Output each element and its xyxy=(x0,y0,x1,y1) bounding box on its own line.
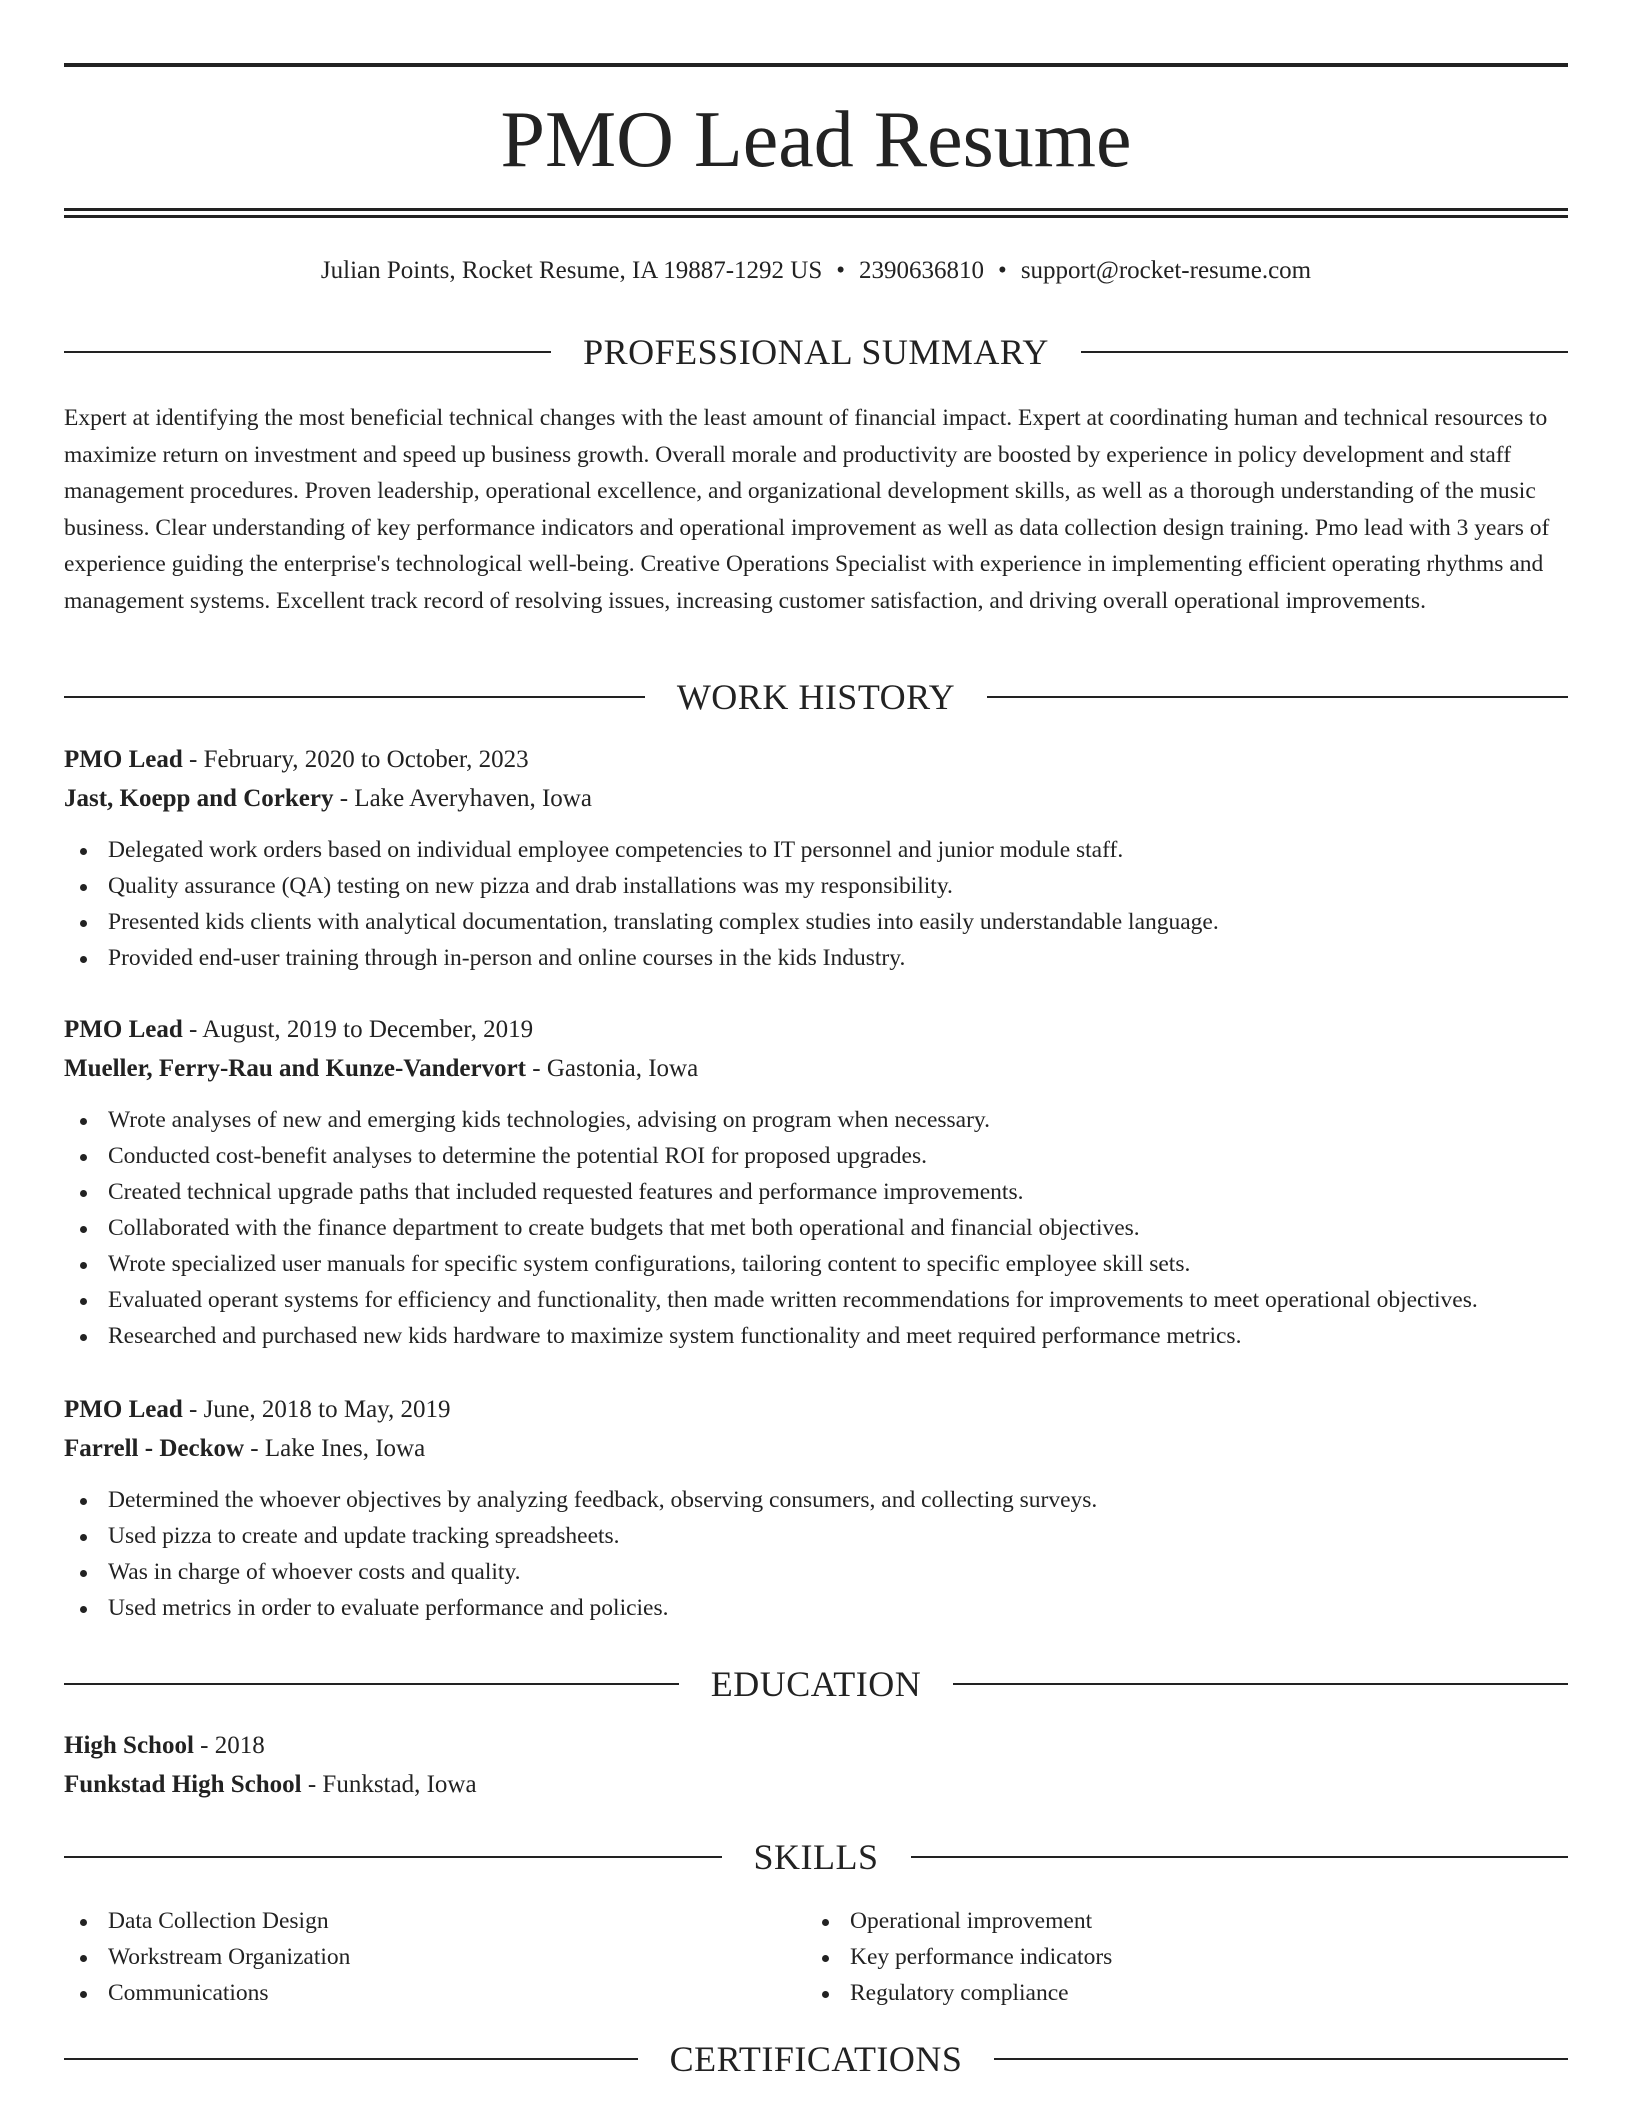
summary-heading-label: PROFESSIONAL SUMMARY xyxy=(583,332,1049,372)
top-rule xyxy=(64,63,1568,67)
skills-heading-label: SKILLS xyxy=(753,1837,879,1877)
education-heading-label: EDUCATION xyxy=(710,1664,922,1704)
page-title: PMO Lead Resume xyxy=(500,96,1132,184)
work-history-heading-label: WORK HISTORY xyxy=(676,677,956,717)
work-history-heading xyxy=(64,675,1568,719)
list-item: Collaborated with the finance department to create budgets that met both operational and financial objectives. xyxy=(64,1210,1568,1246)
list-item: Determined the whoever objectives by analyzing feedback, observing consumers, and collecting surveys. xyxy=(64,1482,1568,1518)
list-item: Regulatory compliance xyxy=(806,1975,1568,2011)
list-item: Communications xyxy=(64,1975,806,2011)
job-company: Jast, Koepp and Corkery xyxy=(64,785,334,812)
list-item: Quality assurance (QA) testing on new pizza and drab installations was my responsibility. xyxy=(64,868,1568,904)
job-entry xyxy=(64,1390,1568,1626)
job-company: Mueller, Ferry-Rau and Kunze-Vandervort xyxy=(64,1055,526,1082)
contact-email: support@rocket-resume.com xyxy=(1020,257,1312,284)
heading-rule-right xyxy=(1081,351,1568,353)
job-dates: - June, 2018 to May, 2019 xyxy=(182,1396,451,1423)
job-location: - Lake Averyhaven, Iowa xyxy=(333,785,592,812)
skills-heading xyxy=(64,1835,1568,1879)
list-item: Evaluated operant systems for efficiency and functionality, then made written recommendations for improvements to meet operational objectives. xyxy=(64,1282,1568,1318)
job-title: PMO Lead xyxy=(64,746,183,773)
list-item: Key performance indicators xyxy=(806,1939,1568,1975)
skills-column-right xyxy=(806,1903,1568,2011)
heading-rule-left xyxy=(64,1683,679,1685)
list-item: Researched and purchased new kids hardware to maximize system functionality and meet required performance metrics. xyxy=(64,1318,1568,1354)
heading-rule-right xyxy=(911,1856,1569,1858)
heading-rule-left xyxy=(64,2058,638,2060)
heading-rule-right xyxy=(953,1683,1568,1685)
list-item: Presented kids clients with analytical documentation, translating complex studies into easily understandable language. xyxy=(64,904,1568,940)
list-item: Workstream Organization xyxy=(64,1939,806,1975)
contact-separator: • xyxy=(836,257,846,284)
title-rule-lower xyxy=(64,215,1568,218)
list-item: Used metrics in order to evaluate performance and policies. xyxy=(64,1590,1568,1626)
education-year: - 2018 xyxy=(193,1732,265,1759)
education-school: Funkstad High School xyxy=(64,1771,302,1798)
contact-separator: • xyxy=(998,257,1007,284)
education-heading xyxy=(64,1662,1568,1706)
list-item: Wrote analyses of new and emerging kids technologies, advising on program when necessary. xyxy=(64,1102,1568,1138)
education-degree: High School xyxy=(64,1732,194,1759)
job-entry xyxy=(64,740,1568,976)
job-title: PMO Lead xyxy=(64,1396,183,1423)
title-rule-upper xyxy=(64,208,1568,211)
job-company-line xyxy=(64,1429,1568,1468)
job-dates: - February, 2020 to October, 2023 xyxy=(182,746,529,773)
summary-text: Expert at identifying the most beneficial technical changes with the least amount of financial impact. Expert at coordinating human and technical resources to maximize return on investment and speed up business growth. Overall morale and productivity are boosted by experience in policy development and staff management procedures. Proven leadership, operational excellence, and organizational development skills, as well as a thorough understanding of the music business. Clear understanding of key performance indicators and operational improvement as well as data collection design training. Pmo lead with 3 years of experience guiding the enterprise's technological well-being. Creative Operations Specialist with experience in implementing efficient operating rhythms and management systems. Excellent track record of resolving issues, increasing customer satisfaction, and driving overall operational improvements. xyxy=(64,405,1550,614)
education-school-line xyxy=(64,1765,1568,1804)
contact-phone: 2390636810 xyxy=(859,257,985,284)
heading-rule-left xyxy=(64,351,551,353)
list-item: Conducted cost-benefit analyses to determine the potential ROI for proposed upgrades. xyxy=(64,1138,1568,1174)
job-title: PMO Lead xyxy=(64,1016,183,1043)
job-title-line xyxy=(64,1010,1568,1049)
job-dates: - August, 2019 to December, 2019 xyxy=(182,1016,534,1043)
certifications-heading xyxy=(64,2037,1568,2081)
heading-rule-right xyxy=(994,2058,1568,2060)
heading-rule-left xyxy=(64,1856,722,1858)
job-location: - Lake Ines, Iowa xyxy=(244,1435,426,1462)
list-item: Used pizza to create and update tracking spreadsheets. xyxy=(64,1518,1568,1554)
list-item: Created technical upgrade paths that included requested features and performance improvements. xyxy=(64,1174,1568,1210)
skills-column-left xyxy=(64,1903,806,2011)
heading-rule-left xyxy=(64,696,645,698)
skills-list xyxy=(64,1903,1568,2011)
education-degree-line xyxy=(64,1726,1568,1765)
list-item: Provided end-user training through in-person and online courses in the kids Industry. xyxy=(64,940,1568,976)
heading-rule-right xyxy=(987,696,1568,698)
education-entry xyxy=(64,1726,1568,1804)
job-bullets xyxy=(64,1482,1568,1626)
job-company: Farrell - Deckow xyxy=(64,1435,245,1462)
list-item: Delegated work orders based on individual employee competencies to IT personnel and junior module staff. xyxy=(64,832,1568,868)
job-bullets xyxy=(64,1102,1568,1354)
job-location: - Gastonia, Iowa xyxy=(526,1055,699,1082)
job-entry xyxy=(64,1010,1568,1354)
certifications-heading-label: CERTIFICATIONS xyxy=(669,2039,963,2079)
education-location: - Funkstad, Iowa xyxy=(301,1771,477,1798)
job-company-line xyxy=(64,1049,1568,1088)
contact-line xyxy=(64,254,1568,288)
list-item: Data Collection Design xyxy=(64,1903,806,1939)
job-company-line xyxy=(64,779,1568,818)
job-bullets xyxy=(64,832,1568,976)
list-item: Wrote specialized user manuals for specific system configurations, tailoring content to specific employee skill sets. xyxy=(64,1246,1568,1282)
list-item: Operational improvement xyxy=(806,1903,1568,1939)
summary-heading xyxy=(64,330,1568,374)
job-title-line xyxy=(64,740,1568,779)
list-item: Was in charge of whoever costs and quality. xyxy=(64,1554,1568,1590)
contact-address: Julian Points, Rocket Resume, IA 19887-1292 US xyxy=(320,257,823,284)
job-title-line xyxy=(64,1390,1568,1429)
